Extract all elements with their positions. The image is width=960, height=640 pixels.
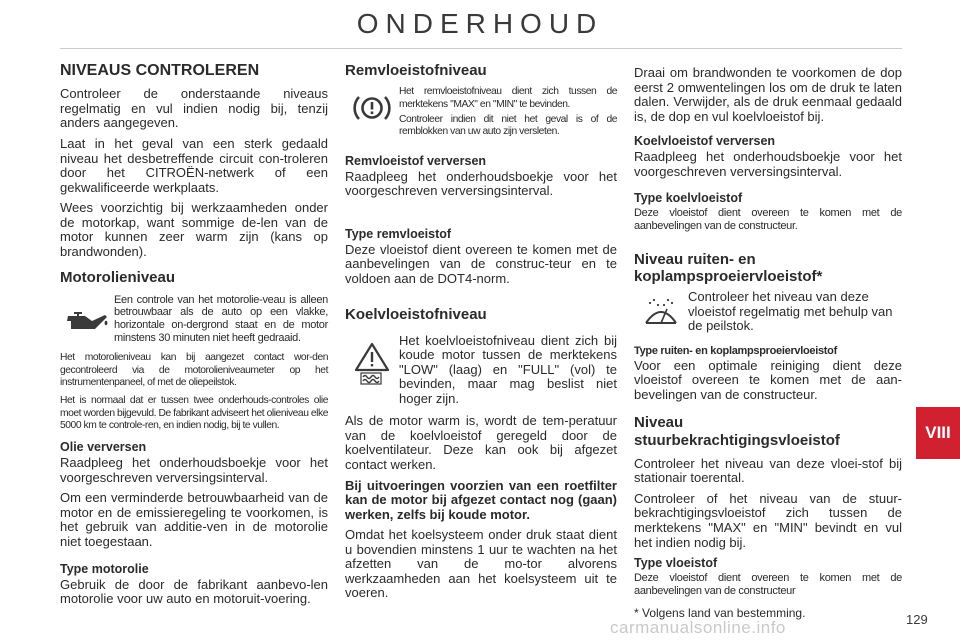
section-title-coolant: Koelvloeistofniveau xyxy=(345,306,487,324)
oil-note-2: Het is normaal dat er tussen twee onderhouds-controles olie moet worden bijgevuld. De fabrikant adviseert het olieniveau elke 5000 km te controle-ren, en indien nodig, bij te vullen. xyxy=(60,395,328,431)
washer-check-text: Controleer het niveau van deze vloeistof regelmatig met behulp van de peilstok. xyxy=(688,289,893,334)
brake-pad-text: Controleer indien dit niet het geval is of de remblokken van uw auto zijn versleten. xyxy=(399,113,617,138)
oil-replace-text-2: Om een verminderde betrouwbaarheid van de motor en de emissieregeling te voorkomen, is het gebruik van additie-ven in de motorolie niet toegestaan. xyxy=(60,490,328,550)
section-title-washer xyxy=(634,251,902,286)
intro-paragraph-2: Laat in het geval van een sterk gedaald niveau het desbetreffende circuit con-troleren door het CITROËN-netwerk of een gekwalificeerde werkplaats. xyxy=(60,136,328,195)
hot-warning-icon xyxy=(345,334,399,394)
column-coolant-washer-steering xyxy=(634,66,902,627)
chapter-tab: VIII xyxy=(916,407,960,459)
brake-warning-icon xyxy=(345,86,399,130)
page-number: 129 xyxy=(906,612,928,627)
washer-fluid-icon xyxy=(634,290,688,334)
coolant-level-text: Het koelvloeistofniveau dient zich bij koude motor tussen de merktekens "LOW" (laag) en "FULL" (vol) te bevinden, maar mag beslist niet hoger zijn. xyxy=(399,332,617,406)
section-title-levels: NIVEAUS CONTROLEREN xyxy=(60,62,260,79)
oil-can-icon xyxy=(60,294,114,346)
steering-title-line-1: Niveau xyxy=(634,414,684,432)
oil-note-1: Het motorolieniveau kan bij aangezet contact wor-den gecontroleerd via de motorolieniveaumeter op het instrumentenpaneel, of met de oliepeilstok. xyxy=(60,352,328,388)
section-title-steering xyxy=(634,414,902,449)
brake-type-text: Deze vloeistof dient overeen te komen met de aanbevelingen van de construc-teur en te voldoen aan de DOT4-norm. xyxy=(345,241,617,286)
intro-paragraph-1: Controleer de onderstaande niveaus regelmatig en vul indien nodig bij, tenzij anders aangegeven. xyxy=(60,86,328,131)
brake-replace-text: Raadpleeg het onderhoudsboekje voor het voorgeschreven verversingsinterval. xyxy=(345,168,617,199)
section-title-brake: Remvloeistofniveau xyxy=(345,62,487,79)
oil-icon-block xyxy=(60,294,328,348)
coolant-text-1: Als de motor warm is, wordt de tem-peratuur van de koelvloeistof geregeld door de koelventilateur. Deze kan ook bij afgezet contact werken. xyxy=(345,413,617,472)
brake-level-text: Het remvloeistofniveau dient zich tussen de merktekens "MAX" en "MIN" te bevinden. xyxy=(399,86,617,110)
page-title: ONDERHOUD xyxy=(356,8,604,39)
washer-type-title: Type ruiten- en koplampsproeiervloeistof xyxy=(634,344,837,357)
oil-replace-text-1: Raadpleeg het onderhoudsboekje voor het voorgeschreven verversingsinterval. xyxy=(60,455,328,485)
steering-type-title: Type vloeistof xyxy=(634,556,718,571)
washer-title-line-2: koplampsproeiervloeistof* xyxy=(634,267,823,285)
brake-type-title: Type remvloeistof xyxy=(345,226,452,241)
watermark: carmanualsonline.info xyxy=(610,618,786,637)
intro-paragraph-3: Wees voorzichtig bij werkzaamheden onder de motorkap, want sommige de-len van de motor kunnen zeer warm zijn (kans op brandwonden). xyxy=(60,200,328,259)
washer-title-line-1: Niveau ruiten- en xyxy=(634,250,756,268)
footnote: * Volgens land van bestemming. xyxy=(634,606,806,621)
header-divider xyxy=(60,48,902,49)
steering-text-2: Controleer of het niveau van de stuur-bekrachtigingsvloeistof zich tussen de merktekens "MAX" en "MIN" bevindt en vul het indien nodig bij. xyxy=(634,490,902,550)
oil-replace-title: Olie verversen xyxy=(60,440,147,455)
oil-type-text: Gebruik de door de fabrikant aanbevo-len motorolie voor uw auto en motoruit-voering. xyxy=(60,576,328,607)
column-brake-coolant xyxy=(345,62,617,607)
coolant-type-title: Type koelvloeistof xyxy=(634,191,743,206)
oil-type-title: Type motorolie xyxy=(60,561,149,576)
brake-replace-title: Remvloeistof verversen xyxy=(345,153,487,168)
steering-title-line-2: stuurbekrachtigingsvloeistof xyxy=(634,431,840,449)
column-levels-oil xyxy=(60,62,328,613)
washer-type-text: Voor een optimale reiniging dient deze vloeistof overeen te komen met de aan-bevelingen van de constructeur. xyxy=(634,357,902,402)
coolant-icon-block xyxy=(345,334,617,410)
coolant-replace-title: Koelvloeistof verversen xyxy=(634,134,776,149)
section-title-oil: Motorolieniveau xyxy=(60,269,176,287)
coolant-cap-text: Draai om brandwonden te voorkomen de dop eerst 2 omwentelingen los om de druk te laten dalen. Verwijder, als de druk eenmaal gedaald is, de dop en vul koelvloeistof bij. xyxy=(634,65,902,124)
coolant-text-2: Omdat het koelsysteem onder druk staat dient u bovendien minstens 1 uur te wachten na het afzetten van de mo-tor alvorens werkzaamheden aan het koelsysteem uit te voeren. xyxy=(345,527,617,601)
brake-icon-block xyxy=(345,86,617,141)
coolant-type-text: Deze vloeistof dient overeen te komen met de aanbevelingen van de constructeur. xyxy=(634,207,902,232)
coolant-warning-text: Bij uitvoeringen voorzien van een roetfilter kan de motor bij afgezet contact nog (gaan) werken, zelfs bij koude motor. xyxy=(345,477,617,522)
washer-icon-block xyxy=(634,290,902,337)
coolant-replace-text: Raadpleeg het onderhoudsboekje voor het voorgeschreven verversingsinterval. xyxy=(634,149,902,179)
steering-type-text: Deze vloeistof dient overeen te komen met de aanbevelingen van de constructeur xyxy=(634,572,902,597)
steering-text-1: Controleer het niveau van deze vloei-stof bij stationair toerental. xyxy=(634,455,902,486)
oil-check-text: Een controle van het motorolie-veau is alleen betrouwbaar als de auto op een vlakke, horizontale on-dergrond staat en de motor minstens 30 minuten niet heeft gedraaid. xyxy=(114,293,328,344)
